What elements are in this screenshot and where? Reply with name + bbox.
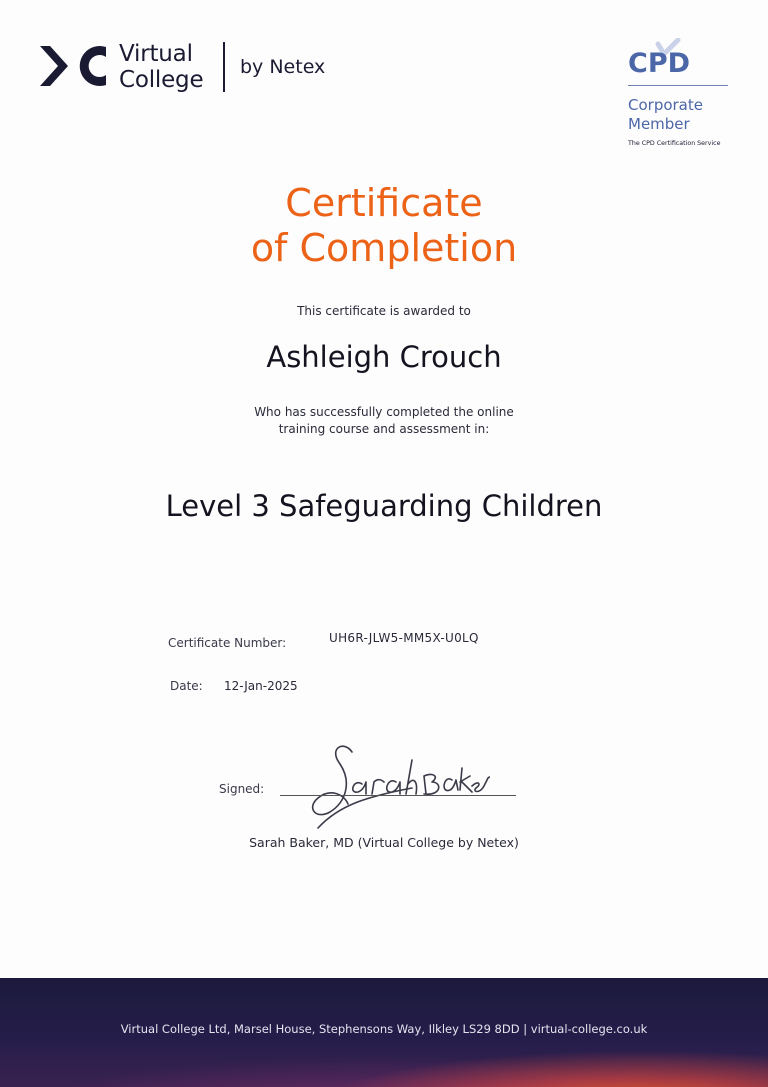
- brand-name-line1: Virtual: [119, 41, 193, 67]
- awarded-to-text: This certificate is awarded to: [297, 304, 471, 318]
- date-value: 12-Jan-2025: [224, 679, 298, 693]
- cpd-service-name: The CPD Certification Service: [628, 140, 721, 147]
- cpd-logo-text: CPD: [628, 48, 691, 78]
- course-name: Level 3 Safeguarding Children: [165, 489, 603, 523]
- brand-by-netex: by Netex: [240, 56, 326, 78]
- footer-address: Virtual College Ltd, Marsel House, Stephensons Way, Ilkley LS29 8DD | virtual-college.co.uk: [120, 1022, 648, 1036]
- certificate-number-label: Certificate Number:: [168, 636, 287, 650]
- certificate-title-line2: of Completion: [250, 226, 518, 270]
- certificate-title-line1: Certificate: [285, 181, 483, 225]
- completion-line1: Who has successfully completed the online: [254, 405, 514, 419]
- cpd-divider: [628, 85, 728, 86]
- completion-statement: [0, 404, 768, 438]
- cpd-corporate-line2: Member: [628, 115, 690, 133]
- certificate-number-value: UH6R-JLW5-MM5X-U0LQ: [329, 631, 479, 645]
- cpd-corporate-member: [628, 96, 703, 134]
- brand-name: [119, 41, 203, 93]
- signed-label: Signed:: [219, 782, 265, 796]
- signer-name: Sarah Baker, MD (Virtual College by Netex): [249, 835, 519, 850]
- cpd-logo-icon: [628, 38, 692, 78]
- brand-divider: [223, 42, 225, 92]
- signature-line: [280, 795, 516, 796]
- signature-image: [300, 738, 490, 833]
- cpd-corporate-line1: Corporate: [628, 96, 703, 114]
- virtual-college-mark-icon: [38, 40, 110, 92]
- footer-banner: [0, 978, 768, 1087]
- certificate-title: [0, 181, 768, 271]
- date-label: Date:: [170, 679, 203, 693]
- brand-name-line2: College: [119, 67, 204, 93]
- completion-line2: training course and assessment in:: [278, 422, 490, 436]
- recipient-name: Ashleigh Crouch: [266, 340, 502, 374]
